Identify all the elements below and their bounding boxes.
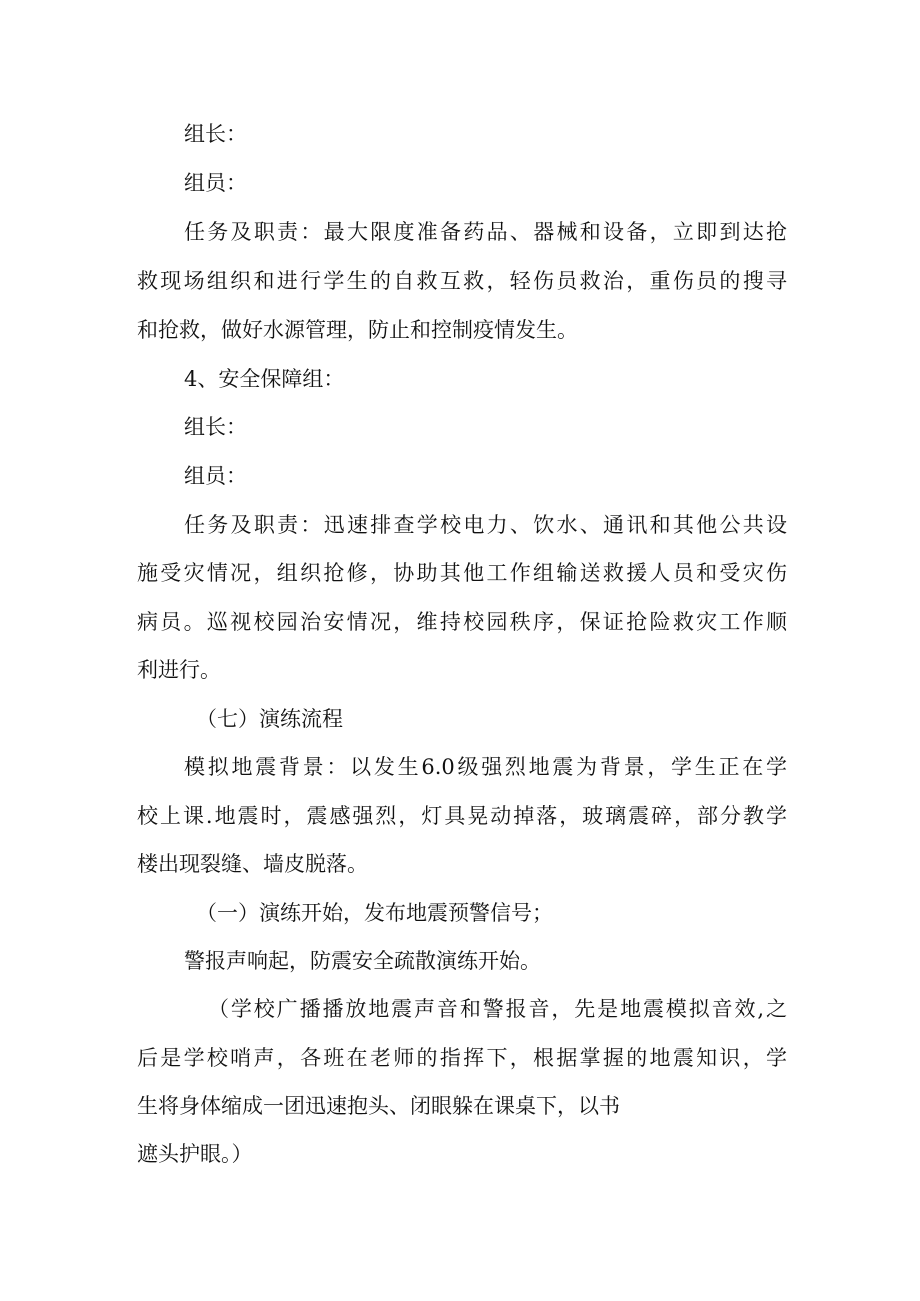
- medical-duty-line-2: 救现场组织和进行学生的自救互救，轻伤员救治，重伤员的搜寻: [137, 269, 787, 293]
- group-member-label: 组员：: [184, 171, 247, 195]
- background-line-1: 模拟地震背景：以发生6.0级强烈地震为背景，学生正在学: [184, 755, 787, 779]
- section-heading-safety-group: 4、安全保障组：: [184, 367, 345, 391]
- safety-duty-line-4: 利进行。: [137, 658, 221, 682]
- broadcast-line-2: 后是学校哨声，各班在老师的指挥下，根据掌握的地震知识，学: [137, 1046, 787, 1070]
- broadcast-line-3: 生将身体缩成一团迅速抱头、闭眼躲在课桌下，以书: [137, 1094, 620, 1118]
- medical-duty-line-3: 和抢救，做好水源管理，防止和控制疫情发生。: [137, 318, 578, 342]
- safety-duty-line-3: 病员。巡视校园治安情况，维持校园秩序，保证抢险救灾工作顺: [137, 610, 787, 634]
- broadcast-line-1: （学校广播播放地震声音和警报音，先是地震模拟音效,之: [208, 997, 787, 1021]
- medical-duty-line-1: 任务及职责：最大限度准备药品、器械和设备，立即到达抢: [184, 220, 787, 244]
- group-leader-label: 组长：: [184, 122, 247, 146]
- background-line-3: 楼出现裂缝、墙皮脱落。: [137, 852, 368, 876]
- safety-duty-line-2: 施受灾情况，组织抢修，协助其他工作组输送救援人员和受灾伤: [137, 561, 787, 585]
- broadcast-line-4: 遮头护眼。）: [137, 1142, 253, 1166]
- step-heading-drill-start: （一）演练开始，发布地震预警信号；: [196, 901, 553, 925]
- group-member-label: 组员：: [184, 464, 247, 488]
- safety-duty-line-1: 任务及职责：迅速排查学校电力、饮水、通讯和其他公共设: [184, 513, 787, 537]
- background-line-2: 校上课.地震时，震感强烈，灯具晃动掉落，玻璃震碎，部分教学: [137, 804, 787, 828]
- section-heading-drill-process: （七）演练流程: [196, 707, 343, 731]
- group-leader-label: 组长：: [184, 415, 247, 439]
- alarm-line: 警报声响起，防震安全疏散演练开始。: [184, 949, 541, 973]
